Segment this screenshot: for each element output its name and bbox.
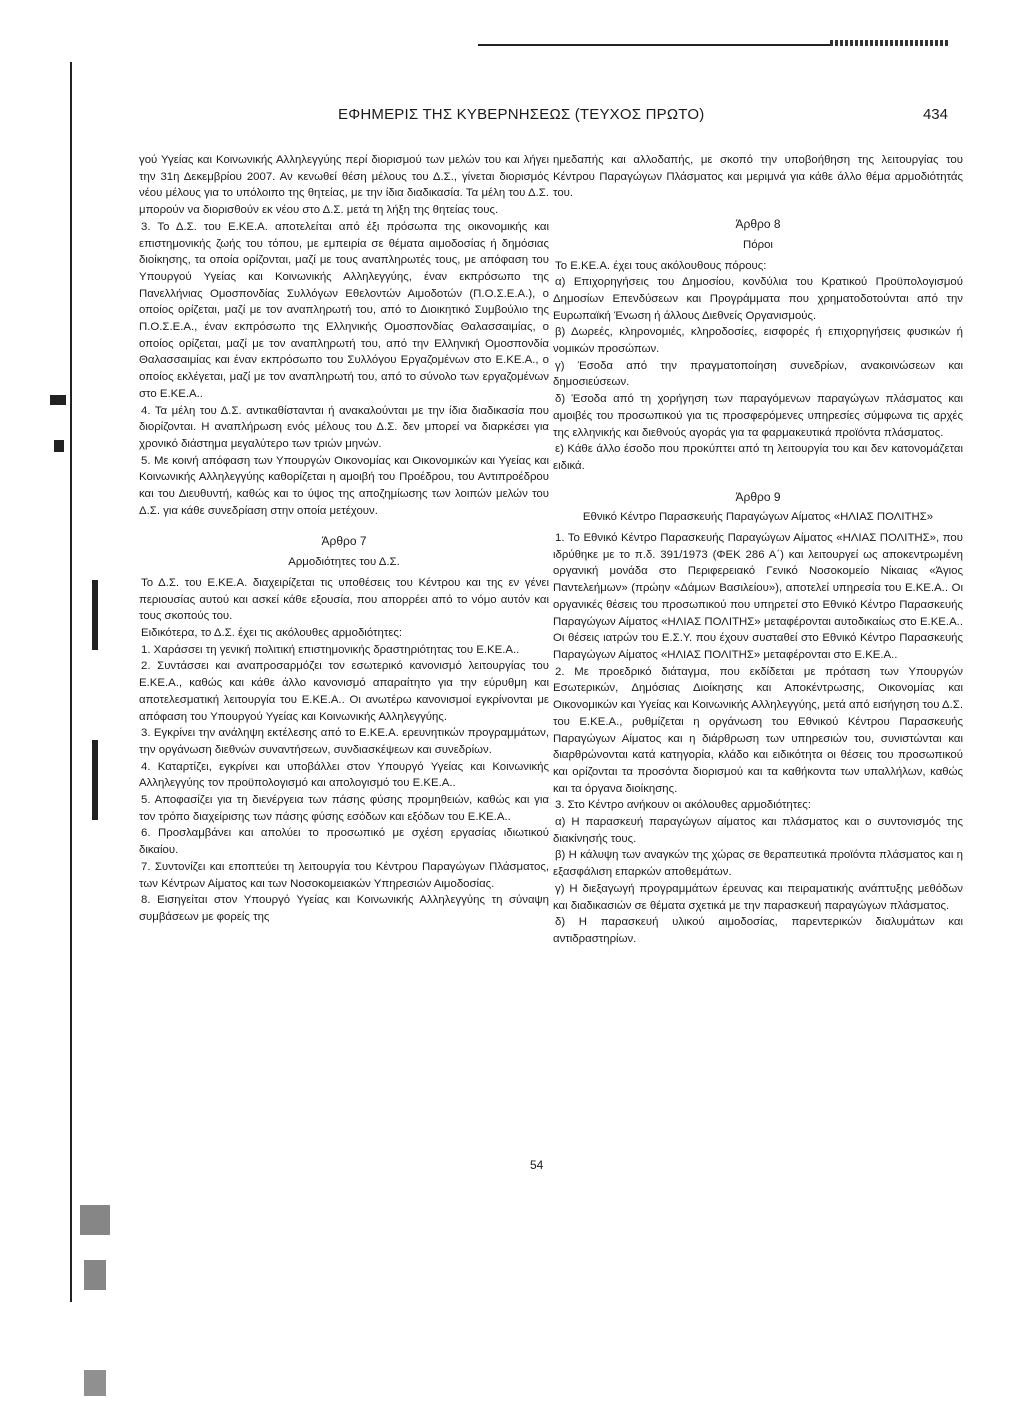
list-item: 8. Εισηγείται στον Υπουργό Υγείας και Κοινωνικής Αλληλεγγύης τη σύναψη συμβάσεων με φορείς της [139, 894, 549, 923]
margin-mark [54, 440, 64, 452]
paragraph: ημεδαπής και αλλοδαπής, με σκοπό την υποβοήθηση της λειτουργίας του Κέντρου Παραγώγων Πλάσματος και μεριμνά για κάθε άλλο θέμα αρμοδιότητάς του. [553, 154, 963, 200]
article-heading: Άρθρο 7 [321, 534, 367, 549]
list-item: 5. Αποφασίζει για τη διενέργεια των πάσης φύσης προμηθειών, καθώς και για τον τρόπο διαχείρισης των πάσης φύσης εσόδων και εξόδων του Ε.ΚΕ.Α.. [139, 794, 549, 823]
list-item: 4. Καταρτίζει, εγκρίνει και υποβάλλει στον Υπουργό Υγείας και Κοινωνικής Αλληλεγγύης τον προϋπολογισμό και απολογισμό του Ε.ΚΕ.Α.. [139, 760, 549, 790]
margin-line [70, 62, 72, 1302]
margin-mark [80, 1205, 110, 1235]
list-item: 1. Χαράσσει τη γενική πολιτική επιστημονικής δραστηριότητας του Ε.ΚΕ.Α.. [141, 643, 520, 656]
paragraph: 5. Με κοινή απόφαση των Υπουργών Οικονομίας και Οικονομικών και Υγείας και Κοινωνικής Αλληλεγγύης καθορίζεται η αμοιβή του Προέδρου, του Αντιπροέδρου και του Διευθυντή, καθώς και το ύψος της αποζημίωσης των λοιπών μελών του Δ.Σ. για κάθε συνεδρίαση στην οποία μετέχουν. [139, 454, 549, 517]
margin-mark [92, 580, 98, 650]
page-header [338, 106, 948, 128]
margin-mark [84, 1370, 106, 1396]
page-number: 434 [922, 106, 948, 123]
header-rule-texture [830, 40, 948, 46]
article-subheading: Αρμοδιότητες του Δ.Σ. [288, 556, 400, 569]
list-item: δ) Η παρασκευή υλικού αιμοδοσίας, παρεντερικών διαλυμάτων και αντιδραστηρίων. [553, 916, 963, 945]
list-item: 7. Συντονίζει και εποπτεύει τη λειτουργία του Κέντρου Παραγώγων Πλάσματος, των Κέντρων Αίματος και των Νοσοκομειακών Υπηρεσιών Αιμοδοσίας. [139, 860, 549, 890]
list-item: 2. Συντάσσει και αναπροσαρμόζει τον εσωτερικό κανονισμό λειτουργίας του Ε.ΚΕ.Α., καθώς και κάθε άλλο κανονισμό απαραίτητο για την εύρυθμη και αποτελεσματική λειτουργία του Ε.ΚΕ.Α.. Οι ανωτέρω κανονισμοί εγκρίνονται με απόφαση του Υπουργού Υγείας και Κοινωνικής Αλληλεγγύης. [139, 660, 549, 723]
margin-mark [50, 395, 66, 405]
footer-page-mark: 54 [530, 1158, 544, 1172]
list-item: ε) Κάθε άλλο έσοδο που προκύπτει από τη λειτουργία του και δεν κατονομάζεται ειδικά. [553, 443, 963, 472]
gazette-title: ΕΦΗΜΕΡΙΣ ΤΗΣ ΚΥΒΕΡΝΗΣΕΩΣ (ΤΕΥΧΟΣ ΠΡΩΤΟ) [338, 106, 705, 123]
paragraph: 3. Το Δ.Σ. του Ε.ΚΕ.Α. αποτελείται από έξι πρόσωπα της οικονομικής και επιστημονικής ζωής του τόπου, με εμπειρία σε θέματα αιμοδοσίας ή δημόσιας διοίκησης, τα οποία ορίζονται, μαζί με τους αναπληρωτές τους, με απόφαση του Υπουργού Υγείας και Κοινωνικής Αλληλεγγύης, έναν εκπρόσωπο της Πανελλήνιας Ομοσπονδίας Συλλόγων Εθελοντών Αιμοδοτών (Π.Ο.Σ.Ε.Α.), ο οποίος ορίζεται, μαζί με τον αναπληρωτή του, από το Διοικητικό Συμβούλιο της Π.Ο.Σ.Ε.Α., έναν εκπρόσωπο της Ελληνικής Ομοσπονδίας Θαλασσαιμίας, ο οποίος ορίζεται, μαζί με τον αναπληρωτή του, από την Ελληνική Ομοσπονδία Θαλασσαιμίας και έναν εκπρόσωπο του Συλλόγου Εργαζομένων στο Ε.ΚΕ.Α., ο οποίος εκλέγεται, μαζί με τον αναπληρωτή του, από το σύνολο των εργαζομένων στο Ε.ΚΕ.Α.. [139, 220, 549, 400]
article-subheading: Πόροι [743, 238, 773, 251]
list-item: 3. Εγκρίνει την ανάληψη εκτέλεσης από το Ε.ΚΕ.Α. ερευνητικών προγραμμάτων, την οργάνωση διεθνών συναντήσεων, συνδιασκέψεων και συνεδρίων. [139, 727, 549, 756]
paragraph: 1. Το Εθνικό Κέντρο Παρασκευής Παραγώγων Αίματος «ΗΛΙΑΣ ΠΟΛΙΤΗΣ», που ιδρύθηκε με το π.δ. 391/1973 (ΦΕΚ 286 Α΄) και λειτουργεί ως αποκεντρωμένη οργανική μονάδα στο Περιφερειακό Γενικό Νοσοκομείο Νίκαιας «Άγιος Παντελεήμων» (πρώην «Δάμων Βασιλείου»), αποτελεί υπηρεσία του Ε.ΚΕ.Α.. Οι οργανικές θέσεις του προσωπικού που υπηρετεί στο Εθνικό Κέντρο Παρασκευής Παραγώγων Αίματος «ΗΛΙΑΣ ΠΟΛΙΤΗΣ» μεταφέρονται αυτοδικαίως στο Ε.ΚΕ.Α.. Οι θέσεις ιατρών του Ε.Σ.Υ. που έχουν συσταθεί στο Εθνικό Κέντρο Παρασκευής Παραγώγων Αίματος «ΗΛΙΑΣ ΠΟΛΙΤΗΣ» μεταφέρονται στο Ε.ΚΕ.Α.. [553, 532, 963, 661]
right-column [553, 152, 963, 948]
paragraph: γού Υγείας και Κοινωνικής Αλληλεγγύης περί διορισμού των μελών του και λήγει την 31η Δεκεμβρίου 2007. Αν κενωθεί θέση μέλους του Δ.Σ., γίνεται διορισμός νέου μέλους για το υπόλοιπο της θητείας, με την ίδια διαδικασία. Τα μέλη του Δ.Σ. μπορούν να διορισθούν εκ νέου στο Δ.Σ. μετά τη λήξη της θητείας τους. [139, 154, 549, 217]
article-subheading: Εθνικό Κέντρο Παρασκευής Παραγώγων Αίματος «ΗΛΙΑΣ ΠΟΛΙΤΗΣ» [582, 511, 934, 524]
paragraph: 3. Στο Κέντρο ανήκουν οι ακόλουθες αρμοδιότητες: [555, 799, 811, 812]
margin-mark [84, 1260, 106, 1290]
list-item: β) Η κάλυψη των αναγκών της χώρας σε θεραπευτικά προϊόντα πλάσματος και η εξασφάλιση επαρκών αποθεμάτων. [553, 849, 963, 879]
list-item: α) Επιχορηγήσεις του Δημοσίου, κονδύλια του Κρατικού Προϋπολογισμού Δημοσίων Επενδύσεων και Προγράμματα που χρηματοδοτούνται από την Ευρωπαϊκή Ένωση ή άλλους Διεθνείς Οργανισμούς. [553, 276, 963, 322]
list-item: α) Η παρασκευή παραγώγων αίματος και πλάσματος και ο συντονισμός της διακίνησής τους. [553, 816, 963, 845]
list-item: β) Δωρεές, κληρονομιές, κληροδοσίες, εισφορές ή επιχορηγήσεις φυσικών ή νομικών προσώπων. [553, 326, 963, 356]
list-item: γ) Έσοδα από την πραγματοποίηση συνεδρίων, ανακοινώσεων και δημοσιεύσεων. [553, 359, 963, 389]
margin-mark [92, 740, 98, 820]
list-item: γ) Η διεξαγωγή προγραμμάτων έρευνας και πειραματικής ανάπτυξης μεθόδων και διαδικασιών σε θέματα σχετικά με την παρασκευή παραγώγων πλάσματος. [553, 882, 963, 912]
list-item: δ) Έσοδα από τη χορήγηση των παραγόμενων παραγώγων πλάσματος και αμοιβές του προσωπικού για τις προσφερόμενες υπηρεσίες σύμφωνα τις αρχές της ελληνικής και διεθνούς αγοράς για τα φαρμακευτικά προϊόντα πλάσματος. [553, 393, 963, 439]
article-heading: Άρθρο 8 [735, 217, 781, 232]
paragraph: Το Δ.Σ. του Ε.ΚΕ.Α. διαχειρίζεται τις υποθέσεις του Κέντρου και της εν γένει περιουσίας αυτού και ασκεί κάθε εξουσία, που απορρέει από το νόμο αυτόν και τους σκοπούς του. [139, 576, 549, 623]
paragraph: Το Ε.ΚΕ.Α. έχει τους ακόλουθους πόρους: [555, 259, 767, 272]
paragraph: 4. Τα μέλη του Δ.Σ. αντικαθίστανται ή ανακαλούνται με την ίδια διαδικασία που διορίζονται. Η αναπλήρωση ενός μέλους του Δ.Σ. δεν μπορεί να διαρκέσει για χρονικό διάστημα μεγαλύτερο των τριών μηνών. [139, 404, 549, 450]
list-item: 6. Προσλαμβάνει και απολύει το προσωπικό με σχέση εργασίας ιδιωτικού δικαίου. [139, 827, 549, 857]
paragraph: 2. Με προεδρικό διάταγμα, που εκδίδεται με πρόταση των Υπουργών Εσωτερικών, Δημόσιας Διοίκησης και Αποκέντρωσης, Οικονομίας και Οικονομικών και Υγείας και Κοινωνικής Αλληλεγγύης, μετά από εισήγηση του Δ.Σ. του Ε.ΚΕ.Α., ρυθμίζεται η οργάνωση του Εθνικού Κέντρου Παρασκευής Παραγώγων Αίματος και η διάρθρωση των υπηρεσιών του, συνιστώνται και διαρθρώνονται κατά κατηγορία, κλάδο και ειδικότητα οι θέσεις του προσωπικού και ορίζονται τα προσόντα διορισμού και τα καθήκοντα των υπαλλήλων, καθώς και τα όργανα διοίκησης. [553, 665, 963, 795]
left-column [139, 152, 549, 926]
article-heading: Άρθρο 9 [735, 489, 781, 504]
paragraph: Ειδικότερα, το Δ.Σ. έχει τις ακόλουθες αρμοδιότητες: [141, 626, 403, 639]
